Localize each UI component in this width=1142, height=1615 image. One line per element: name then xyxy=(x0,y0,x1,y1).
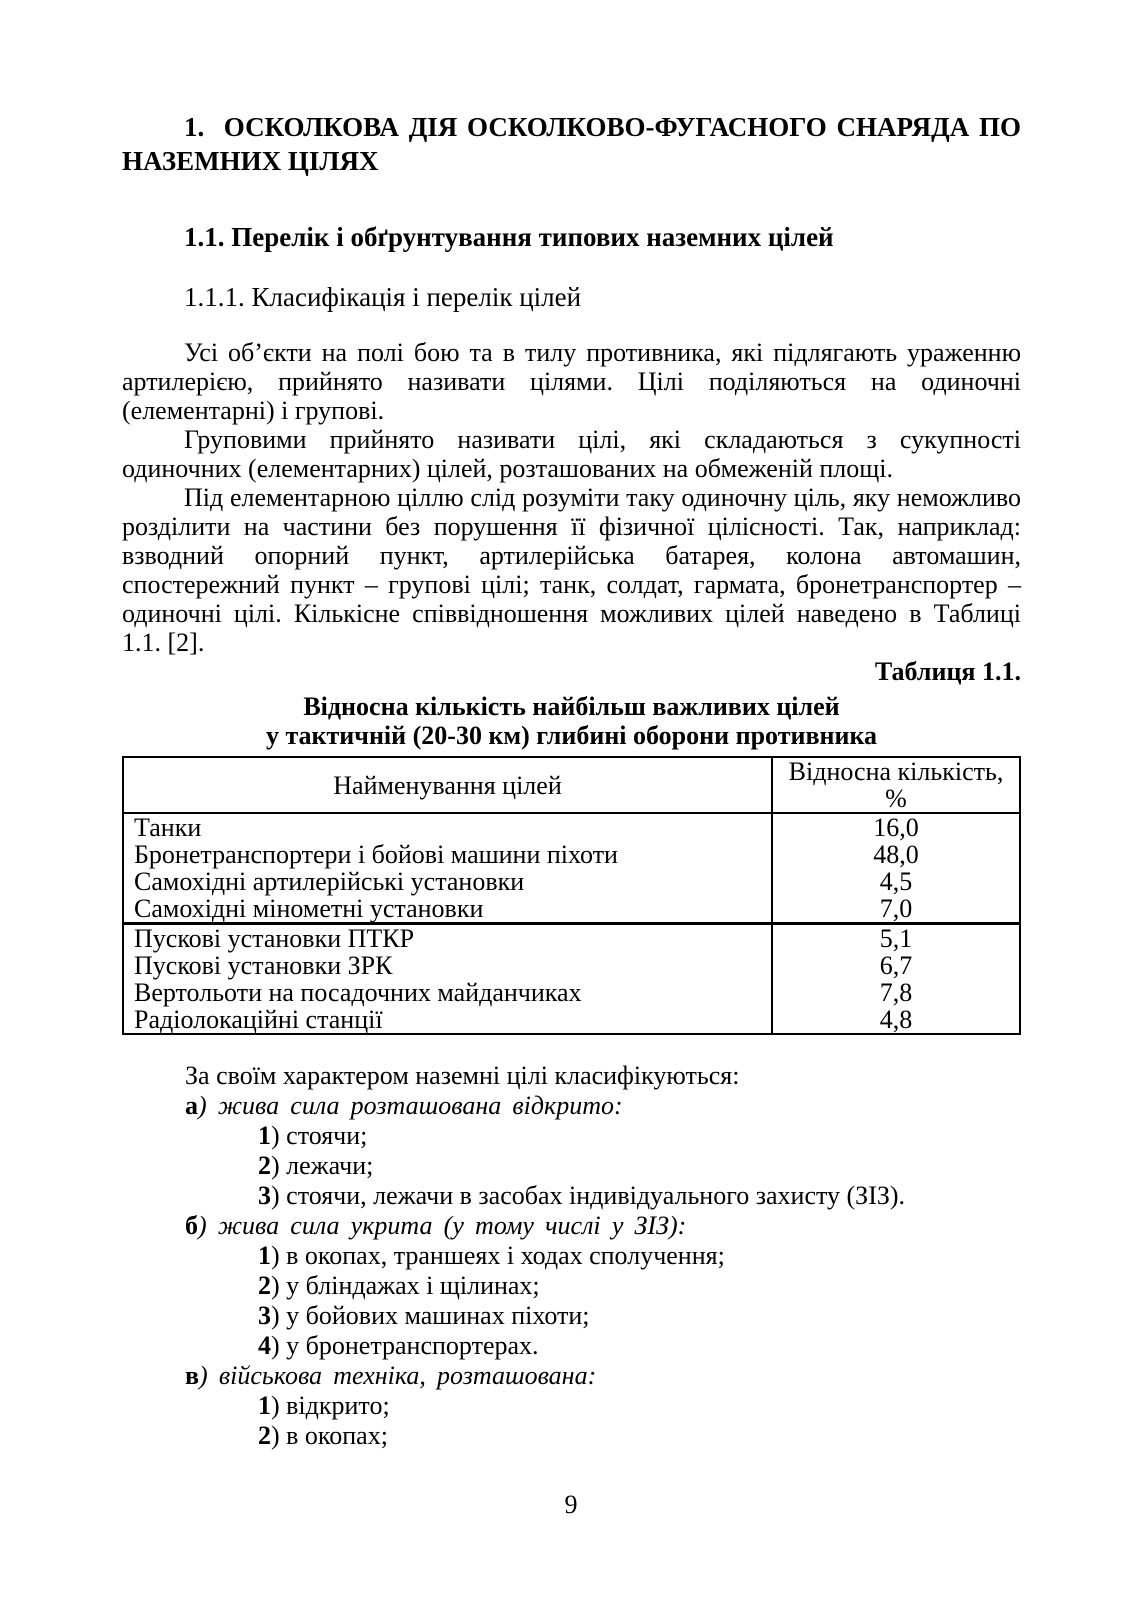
classification-item-a xyxy=(122,1091,1021,1121)
table-caption-line1: Відносна кількість найбільш важливих цілей xyxy=(303,692,840,721)
subitem-number: 2 xyxy=(258,1151,271,1180)
target-name: Самохідні мінометні установки xyxy=(134,894,484,923)
classification-subitem xyxy=(122,1121,1021,1151)
table-row xyxy=(123,868,1020,895)
subitem-text: ) в окопах, траншеях і ходах сполучення; xyxy=(271,1241,725,1270)
subitem-text: ) у бліндажах і щілинах; xyxy=(271,1271,540,1300)
subitem-text: ) стоячи, лежачи в засобах індивідуального захисту (ЗІЗ). xyxy=(271,1181,906,1210)
subitem-number: 2 xyxy=(258,1421,271,1450)
table-row xyxy=(123,979,1020,1006)
table-row xyxy=(123,895,1020,924)
subitem-number: 4 xyxy=(258,1331,271,1360)
target-value: 6,7 xyxy=(772,952,1020,979)
targets-table xyxy=(122,756,1021,1035)
classification-item-b xyxy=(122,1211,1021,1241)
target-value: 7,8 xyxy=(772,979,1020,1006)
item-title: ) жива сила укрита (у тому числі у ЗІЗ): xyxy=(198,1211,687,1240)
table-row xyxy=(123,813,1020,841)
target-name: Пускові установки ЗРК xyxy=(134,951,393,980)
subitem-number: 3 xyxy=(258,1181,271,1210)
target-value: 7,0 xyxy=(772,895,1020,924)
target-value: 48,0 xyxy=(772,841,1020,868)
target-name: Самохідні артилерійські установки xyxy=(134,867,525,896)
subitem-text: ) у бронетранспортерах. xyxy=(271,1331,539,1360)
item-marker: а xyxy=(185,1091,198,1120)
target-name: Бронетранспортери і бойові машини піхоти xyxy=(134,840,618,869)
classification-subitem xyxy=(122,1331,1021,1361)
subsubsection-title: 1.1.1. Класифікація і перелік цілей xyxy=(184,282,582,312)
target-value: 5,1 xyxy=(772,924,1020,953)
subitem-number: 1 xyxy=(258,1241,271,1270)
subitem-text: ) відкрито; xyxy=(271,1391,390,1420)
paragraph-elementary-targets: Під елементарною ціллю слід розуміти таку одиночну ціль, яку неможливо розділити на частини без порушення її фізичної цілісності. Так, наприклад: взводний опорний пункт, артилерійська батарея, колона автомашин, спостережний пункт – групові цілі; танк, солдат, гармата, бронетранспортер – одиночні цілі. Кількісне співвідношення можливих цілей наведено в Таблиці 1.1. [2]. xyxy=(122,483,1021,657)
classification-intro: За своїм характером наземні цілі класифікуються: xyxy=(185,1061,740,1090)
table-row xyxy=(123,952,1020,979)
target-name: Танки xyxy=(134,813,202,842)
target-name: Вертольоти на посадочних майданчиках xyxy=(134,978,582,1007)
subsection-title: 1.1. Перелік і обґрунтування типових наземних цілей xyxy=(184,222,834,252)
classification-subitem xyxy=(122,1271,1021,1301)
target-value: 4,8 xyxy=(772,1006,1020,1034)
item-marker: б xyxy=(185,1211,198,1240)
subitem-text: ) у бойових машинах піхоти; xyxy=(271,1301,590,1330)
subitem-number: 2 xyxy=(258,1271,271,1300)
classification-subitem xyxy=(122,1421,1021,1451)
classification-subitem xyxy=(122,1151,1021,1181)
subitem-text: ) лежачи; xyxy=(271,1151,374,1180)
table-label: Таблиця 1.1. xyxy=(874,657,1021,686)
subitem-number: 1 xyxy=(258,1121,271,1150)
paragraph-targets-definition: Усі об’єкти на полі бою та в тилу противника, які підлягають ураженню артилерією, прийнято називати цілями. Цілі поділяються на одиночні (елементарні) і групові. xyxy=(122,338,1021,425)
section-title xyxy=(122,110,1021,178)
subitem-text: ) стоячи; xyxy=(271,1121,368,1150)
column-header-target-name: Найменування цілей xyxy=(123,757,772,813)
target-name: Радіолокаційні станції xyxy=(134,1005,383,1034)
classification-item-v xyxy=(122,1361,1021,1391)
table-header-row xyxy=(123,757,1020,813)
subitem-number: 1 xyxy=(258,1391,271,1420)
section-title-line2: НАЗЕМНИХ ЦІЛЯХ xyxy=(122,146,379,176)
target-value: 16,0 xyxy=(772,813,1020,841)
table-row xyxy=(123,924,1020,953)
subitem-text: ) в окопах; xyxy=(271,1421,388,1450)
classification-subitem xyxy=(122,1241,1021,1271)
page-number: 9 xyxy=(564,1490,578,1519)
column-header-relative-quantity: Відносна кількість, % xyxy=(772,757,1020,813)
classification-subitem xyxy=(122,1391,1021,1421)
target-name: Пускові установки ПТКР xyxy=(123,924,772,953)
table-caption xyxy=(122,692,1021,750)
paragraph-group-targets: Груповими прийнято називати цілі, які складаються з сукупності одиночних (елементарних) цілей, розташованих на обмеженій площі. xyxy=(122,425,1021,483)
item-title: ) жива сила розташована відкрито: xyxy=(198,1091,623,1120)
classification-subitem xyxy=(122,1181,1021,1211)
subitem-number: 3 xyxy=(258,1301,271,1330)
section-title-line1: 1. ОСКОЛКОВА ДІЯ ОСКОЛКОВО-ФУГАСНОГО СНАРЯДА ПО xyxy=(184,112,1021,142)
table-caption-line2: у тактичній (20-30 км) глибині оборони противника xyxy=(265,721,878,750)
item-marker: в xyxy=(185,1361,200,1390)
item-title: ) військова техніка, розташована: xyxy=(199,1361,597,1390)
classification-subitem xyxy=(122,1301,1021,1331)
table-row xyxy=(123,841,1020,868)
table-row xyxy=(123,1006,1020,1034)
target-value: 4,5 xyxy=(772,868,1020,895)
